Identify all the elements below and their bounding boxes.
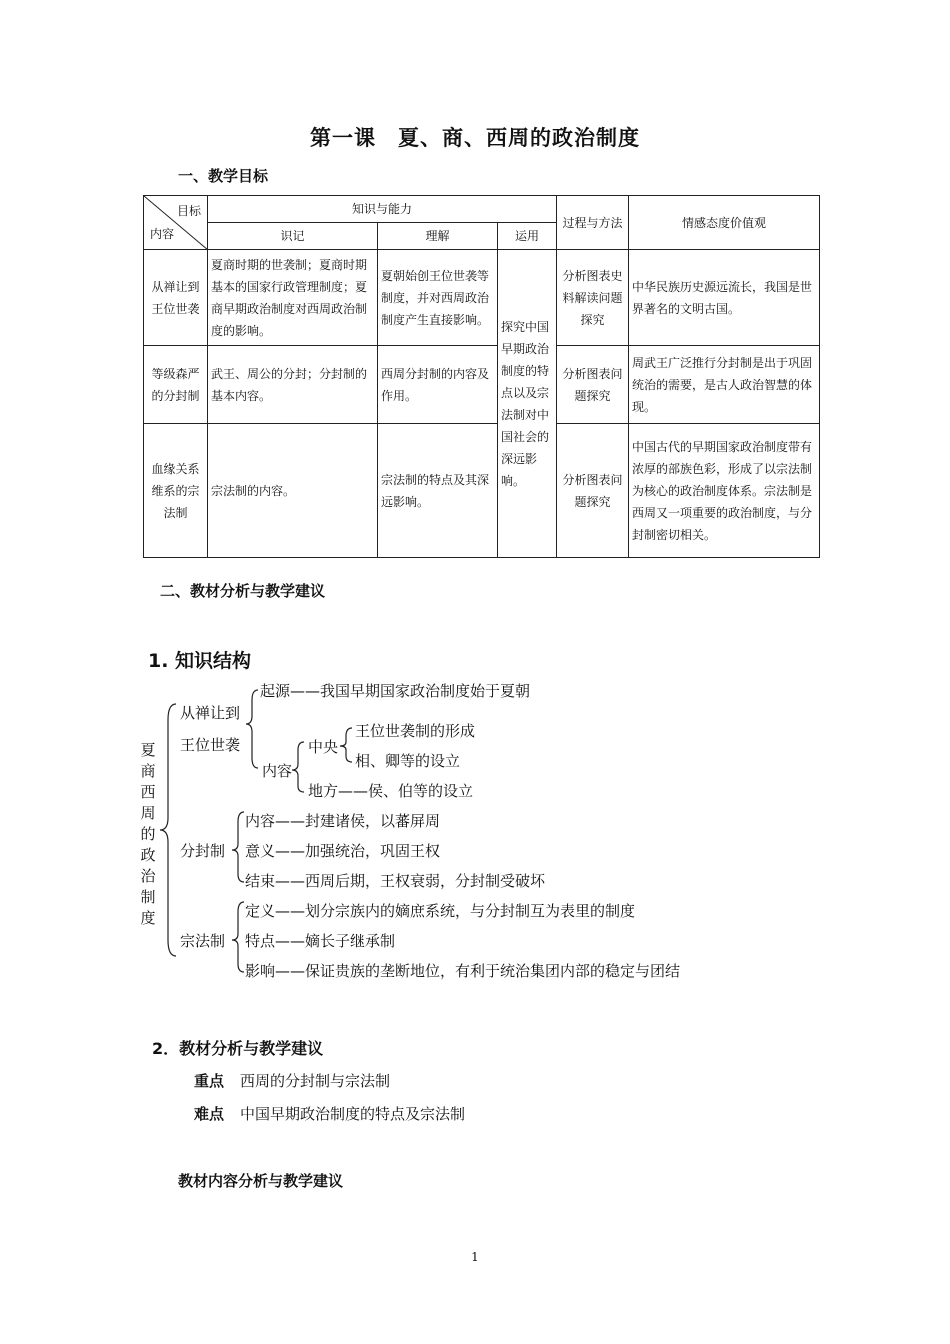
node-label: 内容: [262, 762, 293, 780]
goals-table: [143, 195, 820, 558]
row-content: 血缘关系维系的宗法制: [144, 424, 208, 558]
table-row: [144, 424, 820, 558]
row-recall: 夏商时期的世袭制；夏商时期基本的国家行政管理制度；夏商早期政治制度对西周政治制度的影响。: [208, 250, 378, 346]
node-label: 中央: [308, 738, 339, 756]
leaf-text: 内容——封建诸侯，以蕃屏周: [245, 812, 441, 830]
leaf-text: 地方——侯、伯等的设立: [308, 782, 474, 800]
section-heading-goals: 一、教学目标: [178, 167, 269, 185]
analysis-heading: 2．教材分析与教学建议: [152, 1039, 324, 1058]
table-row: [144, 346, 820, 424]
branch-label: 王位世袭: [180, 736, 241, 754]
row-process: 分析图表问题探究: [557, 424, 629, 558]
structure-heading: 1. 知识结构: [148, 650, 252, 672]
branch-label: 从禅让到: [180, 704, 241, 722]
difficult-text: 中国早期政治制度的特点及宗法制: [240, 1105, 466, 1123]
header-understand: 理解: [378, 223, 498, 250]
knowledge-structure-diagram: [140, 640, 780, 990]
key-text: 西周的分封制与宗法制: [240, 1072, 391, 1090]
corner-bottom-label: 内容: [150, 227, 175, 241]
difficult-label: 难点: [194, 1105, 225, 1123]
leaf-text: 结束——西周后期，王权衰弱，分封制受破坏: [245, 872, 546, 890]
header-emotion: 情感态度价值观: [629, 196, 820, 250]
header-process: 过程与方法: [557, 196, 629, 250]
leaf-text: 起源——我国早期国家政治制度始于夏朝: [260, 682, 531, 700]
root-label: 夏商西周的政治制度: [140, 741, 156, 927]
row-recall: 武王、周公的分封；分封制的基本内容。: [208, 346, 378, 424]
row-emotion: 中国古代的早期国家政治制度带有浓厚的部族色彩，形成了以宗法制为核心的政治制度体系。宗法制是西周又一项重要的政治制度，与分封制密切相关。: [629, 424, 820, 558]
branch-label: 宗法制: [180, 932, 226, 950]
row-content: 从禅让到王位世袭: [144, 250, 208, 346]
row-recall: 宗法制的内容。: [208, 424, 378, 558]
leaf-text: 相、卿等的设立: [355, 752, 461, 770]
header-apply: 运用: [498, 223, 557, 250]
leaf-text: 特点——嫡长子继承制: [245, 932, 396, 950]
section-heading-analysis: 二、教材分析与教学建议: [160, 582, 326, 600]
leaf-text: 意义——加强统治，巩固王权: [245, 842, 441, 860]
key-label: 重点: [194, 1072, 225, 1090]
page-number: 1: [471, 1250, 479, 1264]
row-understand: 西周分封制的内容及作用。: [378, 346, 498, 424]
corner-top-label: 目标: [176, 204, 201, 218]
difficult-point: [194, 1103, 465, 1124]
leaf-text: 王位世袭制的形成: [355, 722, 476, 740]
analysis-subheading: 教材内容分析与教学建议: [178, 1172, 344, 1190]
branch-label: 分封制: [180, 842, 226, 860]
table-row: [144, 250, 820, 346]
header-knowledge: 知识与能力: [208, 196, 557, 223]
leaf-text: 定义——划分宗族内的嫡庶系统，与分封制互为表里的制度: [245, 902, 636, 920]
row-process: 分析图表史料解读问题探究: [557, 250, 629, 346]
table-corner-cell: [144, 196, 208, 250]
header-recall: 识记: [208, 223, 378, 250]
row-content: 等级森严的分封制: [144, 346, 208, 424]
row-emotion: 中华民族历史源远流长，我国是世界著名的文明古国。: [629, 250, 820, 346]
row-understand: 宗法制的特点及其深远影响。: [378, 424, 498, 558]
row-understand: 夏朝始创王位世袭等制度，并对西周政治制度产生直接影响。: [378, 250, 498, 346]
leaf-text: 影响——保证贵族的垄断地位，有利于统治集团内部的稳定与团结: [245, 962, 681, 980]
key-point: [194, 1070, 390, 1091]
row-process: 分析图表问题探究: [557, 346, 629, 424]
page-title: 第一课 夏、商、西周的政治制度: [310, 126, 640, 150]
row-apply: 探究中国早期政治制度的特点以及宗法制对中国社会的深远影响。: [498, 250, 557, 558]
row-emotion: 周武王广泛推行分封制是出于巩固统治的需要，是古人政治智慧的体现。: [629, 346, 820, 424]
